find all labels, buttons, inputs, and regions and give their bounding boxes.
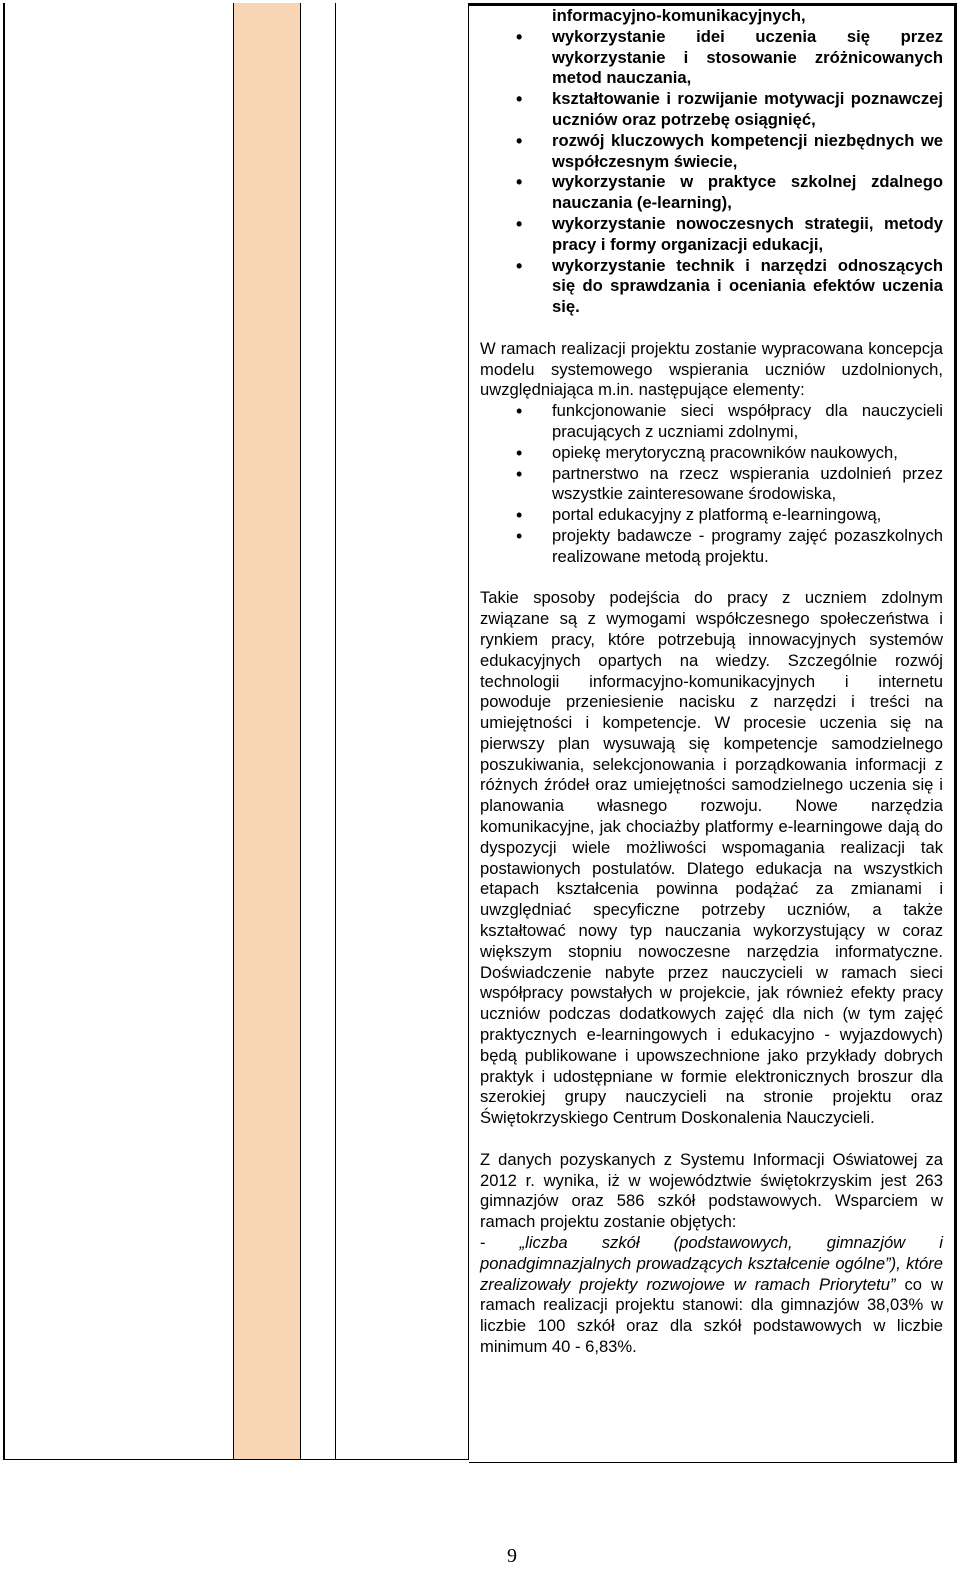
list-continuation: informacyjno-komunikacyjnych, bbox=[552, 6, 806, 25]
elements-bullet-list bbox=[480, 401, 943, 567]
list-item: • rozwój kluczowych kompetencji niezbędnych we współczesnym świecie, bbox=[480, 131, 943, 173]
page-number: 9 bbox=[507, 1545, 517, 1567]
list-item: • partnerstwo na rzecz wspierania uzdolnień przez wszystkie zainteresowane środowiska, bbox=[480, 464, 943, 506]
list-item: • wykorzystanie technik i narzędzi odnoszących się do sprawdzania i oceniania efektów uczenia się. bbox=[480, 256, 943, 318]
list-item: • wykorzystanie idei uczenia się przez wykorzystanie i stosowanie zróżnicowanych metod nauczania, bbox=[480, 27, 943, 89]
list-item: • opiekę merytoryczną pracowników naukowych, bbox=[480, 443, 943, 464]
table-column-1 bbox=[3, 3, 234, 1460]
bold-bullet-list bbox=[480, 27, 943, 318]
quoted-criterion: „liczba szkół (podstawowych, gimnazjów i ponadgimnazjalnych prowadzących kształcenie ogólne”), które zrealizowały projekty rozwojowe w ramach Priorytetu” bbox=[480, 1233, 943, 1294]
statistics-rest: co w ramach realizacji projektu stanowi: dla gimnazjów 38,03% w liczbie 100 szkół oraz dla szkół podstawowych w liczbie minimum 40 - 6,83%. bbox=[480, 1274, 943, 1356]
list-item: • wykorzystanie nowoczesnych strategii, metody pracy i formy organizacji edukacji, bbox=[480, 214, 943, 256]
dash: - bbox=[480, 1233, 520, 1253]
list-item: • portal edukacyjny z platformą e-learningową, bbox=[480, 505, 943, 526]
table-column-3 bbox=[301, 3, 336, 1460]
list-item: • kształtowanie i rozwijanie motywacji poznawczej uczniów oraz potrzebę osiągnięć, bbox=[480, 89, 943, 131]
list-item: • funkcjonowanie sieci współpracy dla nauczycieli pracujących z uczniami zdolnymi, bbox=[480, 401, 943, 443]
list-item: • projekty badawcze - programy zajęć pozaszkolnych realizowane metodą projektu. bbox=[480, 526, 943, 568]
statistics-intro: Z danych pozyskanych z Systemu Informacji Oświatowej za 2012 r. wynika, iż w województwie świętokrzyskim jest 263 gimnazjów oraz 586 szkół podstawowych. Wsparciem w ramach projektu zostanie objętych: bbox=[480, 1149, 943, 1232]
table-column-2-shaded bbox=[234, 3, 301, 1460]
table-column-4 bbox=[336, 3, 469, 1460]
list-item: • wykorzystanie w praktyce szkolnej zdalnego nauczania (e-learning), bbox=[480, 172, 943, 214]
content-cell-text bbox=[480, 6, 943, 1358]
body-paragraph: Takie sposoby podejścia do pracy z uczniem zdolnym związane są z wymogami współczesnego społeczeństwa i rynkiem pracy, które potrzebują innowacyjnych systemów edukacyjnych opartych na wiedzy. Szczególnie rozwój technologii informacyjno-komunikacyjnych i internetu powoduje przeniesienie nacisku z narzędzi i treści na umiejętności i kompetencje. W procesie uczenia się na pierwszy plan wysuwają się kompetencje samodzielnego poszukiwania, selekcjonowania i porządkowania informacji z różnych źródeł oraz umiejętności samodzielnego uczenia się i planowania własnego rozwoju. Nowe narzędzia komunikacyjne, jak chociażby platformy e-learningowe dają do dyspozycji wiele możliwości wspomagania realizacji tak postawionych postulatów. Dlatego edukacja na wszystkich etapach kształcenia powinna podążać za zmianami i uwzględniać specyficzne potrzeby uczniów, a także kształtować nowy typ nauczania wykorzystujący w coraz większym stopniu nowoczesne narzędzia informatyczne. Doświadczenie nabyte przez nauczycieli w ramach sieci współpracy powstałych w projekcie, jak również efekty pracy uczniów podczas dodatkowych zajęć dla nich (w tym zajęć praktycznych e-learningowych i edukacyjno - wyjazdowych) będą publikowane i upowszechnione jako przykłady dobrych praktyk i udostępniane w formie elektronicznych broszur dla szerokiej grupy nauczycieli na stronie projektu oraz Świętokrzyskiego Centrum Doskonalenia Nauczycieli. bbox=[480, 588, 943, 1128]
statistics-paragraph bbox=[480, 1150, 943, 1358]
intro-paragraph: W ramach realizacji projektu zostanie wypracowana koncepcja modelu systemowego wspierania uczniów uzdolnionych, uwzględniająca m.in. następujące elementy: bbox=[480, 338, 943, 400]
